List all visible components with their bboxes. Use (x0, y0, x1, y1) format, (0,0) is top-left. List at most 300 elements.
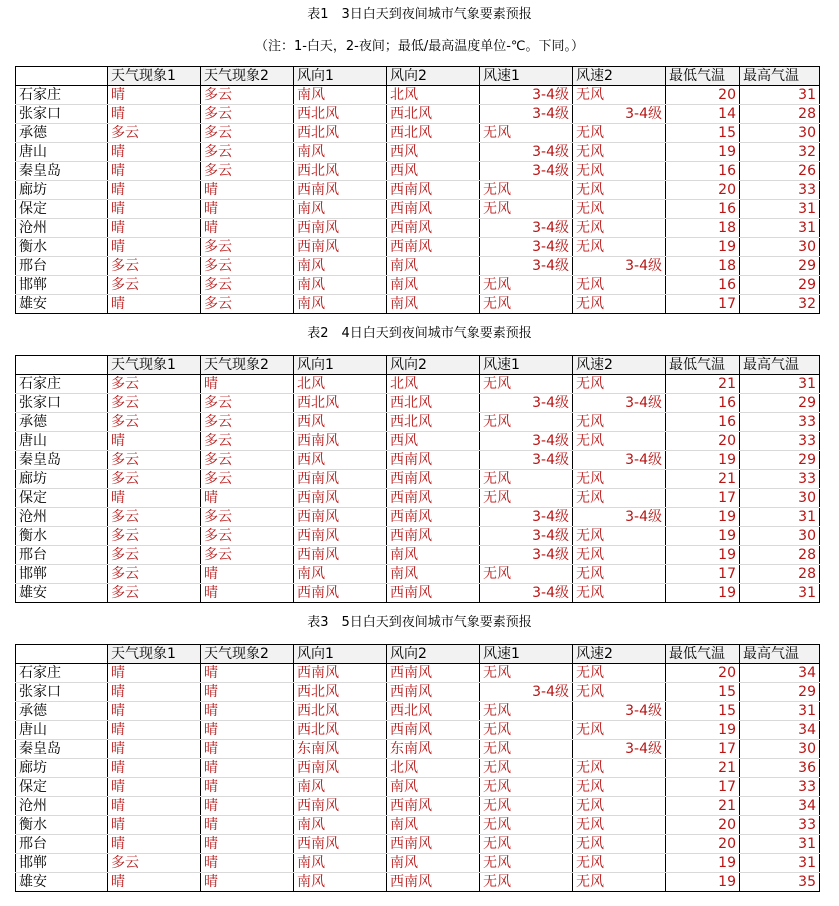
cell-wind-dir-day: 西北风 (294, 124, 387, 143)
cell-temp-min: 20 (666, 86, 740, 105)
cell-weather-night: 多云 (201, 105, 294, 124)
cell-city: 保定 (16, 200, 108, 219)
table-row (16, 124, 820, 143)
cell-temp-min: 19 (666, 721, 740, 740)
table-row (16, 721, 820, 740)
cell-weather-night: 多云 (201, 432, 294, 451)
cell-wind-dir-night: 南风 (387, 778, 480, 797)
cell-wind-dir-night: 北风 (387, 375, 480, 394)
cell-temp-max: 31 (740, 702, 820, 721)
cell-city: 石家庄 (16, 375, 108, 394)
cell-temp-max: 30 (740, 527, 820, 546)
cell-temp-min: 20 (666, 432, 740, 451)
cell-temp-min: 19 (666, 584, 740, 603)
table-row (16, 546, 820, 565)
cell-wind-speed-night: 无风 (573, 238, 666, 257)
cell-temp-min: 20 (666, 816, 740, 835)
cell-wind-dir-day: 西北风 (294, 105, 387, 124)
cell-weather-day: 晴 (108, 740, 201, 759)
column-header-wind-dir-day: 风向1 (294, 645, 387, 664)
table2-title: 表2 4日白天到夜间城市气象要素预报 (307, 326, 532, 341)
table-row (16, 664, 820, 683)
cell-wind-dir-day: 西北风 (294, 394, 387, 413)
cell-weather-night: 多云 (201, 162, 294, 181)
cell-wind-speed-night: 无风 (573, 854, 666, 873)
cell-wind-speed-night: 无风 (573, 565, 666, 584)
cell-temp-max: 29 (740, 683, 820, 702)
cell-wind-dir-day: 西北风 (294, 721, 387, 740)
cell-temp-min: 17 (666, 489, 740, 508)
cell-temp-min: 21 (666, 470, 740, 489)
cell-wind-speed-day: 无风 (480, 854, 573, 873)
cell-wind-speed-day: 无风 (480, 778, 573, 797)
cell-weather-night: 多云 (201, 124, 294, 143)
cell-wind-speed-day: 无风 (480, 797, 573, 816)
cell-weather-day: 多云 (108, 124, 201, 143)
cell-wind-speed-day: 3-4级 (480, 219, 573, 238)
cell-temp-max: 29 (740, 451, 820, 470)
cell-wind-dir-day: 西南风 (294, 584, 387, 603)
column-header-wind-dir-night: 风向2 (387, 67, 480, 86)
cell-temp-min: 19 (666, 546, 740, 565)
cell-temp-min: 14 (666, 105, 740, 124)
cell-temp-max: 33 (740, 816, 820, 835)
cell-city: 廊坊 (16, 181, 108, 200)
header-row (16, 67, 820, 86)
cell-weather-day: 晴 (108, 86, 201, 105)
cell-temp-min: 18 (666, 219, 740, 238)
cell-city: 邯郸 (16, 276, 108, 295)
cell-temp-max: 36 (740, 759, 820, 778)
cell-wind-dir-night: 南风 (387, 257, 480, 276)
cell-city: 雄安 (16, 584, 108, 603)
cell-temp-min: 19 (666, 527, 740, 546)
cell-temp-max: 32 (740, 143, 820, 162)
column-header-weather-night: 天气现象2 (201, 356, 294, 375)
cell-wind-speed-day: 无风 (480, 124, 573, 143)
column-header-city (16, 645, 108, 664)
cell-wind-speed-night: 无风 (573, 375, 666, 394)
cell-city: 唐山 (16, 721, 108, 740)
cell-wind-speed-night: 3-4级 (573, 451, 666, 470)
table-row (16, 584, 820, 603)
cell-wind-dir-night: 西南风 (387, 584, 480, 603)
cell-weather-day: 晴 (108, 219, 201, 238)
column-header-weather-day: 天气现象1 (108, 356, 201, 375)
cell-wind-speed-day: 3-4级 (480, 546, 573, 565)
cell-wind-speed-night: 无风 (573, 584, 666, 603)
cell-wind-speed-day: 3-4级 (480, 584, 573, 603)
table-row (16, 527, 820, 546)
cell-wind-dir-day: 南风 (294, 200, 387, 219)
cell-weather-night: 多云 (201, 276, 294, 295)
cell-weather-day: 晴 (108, 759, 201, 778)
cell-wind-speed-day: 无风 (480, 816, 573, 835)
cell-wind-dir-day: 东南风 (294, 740, 387, 759)
cell-temp-max: 31 (740, 200, 820, 219)
table-note: （注：1-白天，2-夜间；最低/最高温度单位-℃。下同。） (254, 39, 585, 54)
cell-temp-min: 17 (666, 740, 740, 759)
cell-temp-min: 19 (666, 873, 740, 892)
cell-wind-speed-night: 无风 (573, 489, 666, 508)
cell-weather-night: 多云 (201, 470, 294, 489)
cell-temp-min: 17 (666, 778, 740, 797)
cell-weather-day: 晴 (108, 181, 201, 200)
cell-wind-speed-night: 无风 (573, 759, 666, 778)
cell-wind-dir-day: 西南风 (294, 219, 387, 238)
cell-weather-night: 晴 (201, 489, 294, 508)
table-row (16, 451, 820, 470)
table-row (16, 413, 820, 432)
cell-wind-speed-night: 无风 (573, 721, 666, 740)
cell-wind-speed-night: 无风 (573, 295, 666, 314)
cell-city: 张家口 (16, 105, 108, 124)
table-row (16, 200, 820, 219)
cell-wind-speed-night: 无风 (573, 797, 666, 816)
cell-wind-speed-night: 无风 (573, 124, 666, 143)
cell-temp-max: 31 (740, 219, 820, 238)
cell-wind-dir-night: 西南风 (387, 219, 480, 238)
cell-wind-dir-night: 西南风 (387, 508, 480, 527)
cell-temp-max: 33 (740, 181, 820, 200)
cell-wind-speed-day: 无风 (480, 200, 573, 219)
cell-temp-min: 16 (666, 200, 740, 219)
cell-weather-night: 多云 (201, 413, 294, 432)
cell-wind-speed-day: 无风 (480, 181, 573, 200)
column-header-wind-speed-day: 风速1 (480, 645, 573, 664)
cell-weather-night: 多云 (201, 143, 294, 162)
cell-weather-night: 晴 (201, 664, 294, 683)
table-row (16, 394, 820, 413)
cell-wind-speed-night: 无风 (573, 181, 666, 200)
cell-wind-speed-day: 无风 (480, 375, 573, 394)
cell-wind-speed-day: 无风 (480, 470, 573, 489)
cell-temp-min: 20 (666, 664, 740, 683)
cell-weather-day: 多云 (108, 394, 201, 413)
cell-wind-dir-day: 西北风 (294, 702, 387, 721)
cell-wind-dir-day: 西风 (294, 413, 387, 432)
cell-temp-max: 33 (740, 432, 820, 451)
cell-wind-dir-day: 西南风 (294, 527, 387, 546)
table-row (16, 797, 820, 816)
cell-weather-day: 多云 (108, 508, 201, 527)
cell-temp-min: 16 (666, 394, 740, 413)
cell-wind-dir-night: 西南风 (387, 664, 480, 683)
cell-city: 邯郸 (16, 854, 108, 873)
cell-temp-max: 30 (740, 238, 820, 257)
cell-city: 邢台 (16, 546, 108, 565)
cell-city: 廊坊 (16, 759, 108, 778)
header-row (16, 645, 820, 664)
cell-weather-night: 晴 (201, 219, 294, 238)
cell-wind-dir-night: 西北风 (387, 394, 480, 413)
cell-city: 张家口 (16, 394, 108, 413)
cell-weather-day: 多云 (108, 565, 201, 584)
column-header-wind-dir-day: 风向1 (294, 67, 387, 86)
table-row (16, 470, 820, 489)
cell-weather-day: 晴 (108, 162, 201, 181)
cell-wind-speed-night: 无风 (573, 873, 666, 892)
cell-wind-dir-night: 南风 (387, 816, 480, 835)
cell-temp-max: 28 (740, 546, 820, 565)
cell-weather-night: 晴 (201, 181, 294, 200)
cell-wind-speed-night: 3-4级 (573, 508, 666, 527)
cell-wind-dir-night: 西北风 (387, 702, 480, 721)
cell-temp-min: 19 (666, 854, 740, 873)
cell-wind-dir-day: 西风 (294, 451, 387, 470)
cell-temp-min: 17 (666, 295, 740, 314)
cell-wind-speed-night: 无风 (573, 200, 666, 219)
cell-wind-dir-night: 西南风 (387, 797, 480, 816)
cell-weather-night: 晴 (201, 200, 294, 219)
cell-wind-dir-night: 西风 (387, 432, 480, 451)
cell-wind-speed-night: 3-4级 (573, 702, 666, 721)
table-row (16, 143, 820, 162)
cell-wind-dir-day: 北风 (294, 375, 387, 394)
cell-weather-night: 晴 (201, 835, 294, 854)
cell-temp-min: 16 (666, 276, 740, 295)
column-header-temp-min: 最低气温 (666, 645, 740, 664)
cell-temp-max: 30 (740, 489, 820, 508)
cell-wind-speed-day: 无风 (480, 721, 573, 740)
cell-wind-speed-night: 无风 (573, 162, 666, 181)
cell-weather-day: 多云 (108, 375, 201, 394)
cell-weather-day: 晴 (108, 238, 201, 257)
cell-wind-dir-day: 西南风 (294, 181, 387, 200)
cell-temp-max: 34 (740, 797, 820, 816)
cell-wind-dir-day: 南风 (294, 276, 387, 295)
forecast-table-1 (15, 66, 820, 314)
cell-wind-dir-night: 东南风 (387, 740, 480, 759)
cell-city: 张家口 (16, 683, 108, 702)
cell-wind-speed-day: 无风 (480, 295, 573, 314)
cell-temp-min: 20 (666, 181, 740, 200)
table-row (16, 740, 820, 759)
cell-temp-min: 15 (666, 124, 740, 143)
cell-weather-day: 晴 (108, 105, 201, 124)
table-row (16, 432, 820, 451)
column-header-wind-speed-day: 风速1 (480, 356, 573, 375)
cell-weather-day: 晴 (108, 816, 201, 835)
cell-temp-min: 19 (666, 508, 740, 527)
cell-temp-min: 18 (666, 257, 740, 276)
cell-weather-day: 晴 (108, 778, 201, 797)
cell-wind-speed-day: 3-4级 (480, 508, 573, 527)
cell-wind-speed-day: 3-4级 (480, 162, 573, 181)
cell-wind-speed-night: 无风 (573, 86, 666, 105)
cell-temp-max: 28 (740, 565, 820, 584)
cell-weather-day: 晴 (108, 200, 201, 219)
cell-weather-night: 多云 (201, 546, 294, 565)
cell-weather-night: 多云 (201, 238, 294, 257)
cell-temp-min: 16 (666, 413, 740, 432)
cell-wind-dir-night: 西南风 (387, 721, 480, 740)
cell-city: 秦皇岛 (16, 740, 108, 759)
cell-wind-speed-day: 无风 (480, 759, 573, 778)
cell-temp-max: 34 (740, 664, 820, 683)
column-header-weather-day: 天气现象1 (108, 645, 201, 664)
table-row (16, 86, 820, 105)
table1-title: 表1 3日白天到夜间城市气象要素预报 (307, 7, 532, 22)
cell-wind-dir-day: 西南风 (294, 238, 387, 257)
cell-wind-dir-day: 西南风 (294, 759, 387, 778)
cell-wind-dir-day: 南风 (294, 565, 387, 584)
forecast-table-3 (15, 644, 820, 892)
cell-temp-max: 26 (740, 162, 820, 181)
cell-wind-speed-night: 无风 (573, 470, 666, 489)
cell-city: 承德 (16, 413, 108, 432)
cell-temp-min: 16 (666, 162, 740, 181)
cell-wind-dir-night: 南风 (387, 854, 480, 873)
cell-city: 保定 (16, 489, 108, 508)
cell-wind-speed-night: 无风 (573, 778, 666, 797)
cell-wind-speed-day: 3-4级 (480, 527, 573, 546)
cell-weather-night: 多云 (201, 451, 294, 470)
cell-temp-min: 19 (666, 143, 740, 162)
cell-temp-min: 20 (666, 835, 740, 854)
cell-wind-speed-day: 3-4级 (480, 86, 573, 105)
cell-weather-day: 多云 (108, 854, 201, 873)
cell-temp-max: 28 (740, 105, 820, 124)
table-row (16, 295, 820, 314)
column-header-wind-dir-night: 风向2 (387, 645, 480, 664)
cell-weather-night: 晴 (201, 816, 294, 835)
cell-temp-min: 15 (666, 683, 740, 702)
column-header-wind-speed-night: 风速2 (573, 67, 666, 86)
column-header-temp-max: 最高气温 (740, 645, 820, 664)
cell-wind-speed-day: 无风 (480, 276, 573, 295)
table-row (16, 219, 820, 238)
cell-wind-dir-night: 西南风 (387, 451, 480, 470)
cell-city: 承德 (16, 124, 108, 143)
cell-wind-dir-day: 西南风 (294, 470, 387, 489)
cell-weather-night: 晴 (201, 721, 294, 740)
cell-wind-speed-night: 3-4级 (573, 740, 666, 759)
cell-wind-speed-night: 无风 (573, 546, 666, 565)
cell-weather-night: 晴 (201, 584, 294, 603)
table-row (16, 873, 820, 892)
cell-wind-dir-night: 西南风 (387, 200, 480, 219)
column-header-weather-day: 天气现象1 (108, 67, 201, 86)
cell-wind-dir-day: 南风 (294, 816, 387, 835)
cell-wind-dir-night: 北风 (387, 86, 480, 105)
table-row (16, 238, 820, 257)
cell-wind-dir-night: 西南风 (387, 489, 480, 508)
cell-weather-day: 晴 (108, 432, 201, 451)
cell-temp-max: 33 (740, 413, 820, 432)
cell-temp-min: 17 (666, 565, 740, 584)
cell-weather-day: 晴 (108, 721, 201, 740)
cell-wind-speed-day: 无风 (480, 565, 573, 584)
cell-wind-speed-day: 3-4级 (480, 257, 573, 276)
cell-city: 邯郸 (16, 565, 108, 584)
cell-wind-speed-night: 无风 (573, 276, 666, 295)
cell-city: 衡水 (16, 816, 108, 835)
cell-weather-day: 晴 (108, 683, 201, 702)
table-row (16, 162, 820, 181)
cell-wind-dir-day: 西南风 (294, 664, 387, 683)
cell-wind-dir-day: 西北风 (294, 162, 387, 181)
cell-city: 秦皇岛 (16, 162, 108, 181)
cell-wind-dir-night: 西北风 (387, 413, 480, 432)
cell-wind-dir-day: 南风 (294, 778, 387, 797)
table-row (16, 489, 820, 508)
cell-wind-dir-night: 西北风 (387, 124, 480, 143)
cell-temp-max: 31 (740, 854, 820, 873)
cell-temp-max: 30 (740, 740, 820, 759)
cell-city: 邢台 (16, 835, 108, 854)
cell-temp-max: 35 (740, 873, 820, 892)
cell-city: 雄安 (16, 295, 108, 314)
cell-weather-day: 晴 (108, 143, 201, 162)
table3-title: 表3 5日白天到夜间城市气象要素预报 (307, 615, 532, 630)
cell-wind-dir-day: 西南风 (294, 489, 387, 508)
cell-temp-max: 29 (740, 394, 820, 413)
cell-weather-day: 多云 (108, 546, 201, 565)
cell-temp-max: 33 (740, 778, 820, 797)
cell-wind-dir-night: 南风 (387, 295, 480, 314)
column-header-temp-min: 最低气温 (666, 356, 740, 375)
cell-wind-speed-night: 3-4级 (573, 105, 666, 124)
cell-wind-speed-day: 3-4级 (480, 394, 573, 413)
cell-wind-dir-night: 南风 (387, 565, 480, 584)
cell-weather-day: 多云 (108, 527, 201, 546)
cell-temp-max: 31 (740, 584, 820, 603)
cell-temp-max: 31 (740, 508, 820, 527)
cell-wind-speed-night: 无风 (573, 219, 666, 238)
cell-weather-day: 多云 (108, 257, 201, 276)
cell-weather-night: 晴 (201, 797, 294, 816)
cell-temp-min: 21 (666, 375, 740, 394)
cell-wind-speed-day: 3-4级 (480, 143, 573, 162)
cell-city: 沧州 (16, 508, 108, 527)
cell-temp-min: 21 (666, 759, 740, 778)
cell-temp-max: 31 (740, 86, 820, 105)
cell-city: 石家庄 (16, 664, 108, 683)
cell-wind-speed-night: 无风 (573, 413, 666, 432)
cell-city: 保定 (16, 778, 108, 797)
cell-temp-min: 15 (666, 702, 740, 721)
table-row (16, 276, 820, 295)
column-header-wind-dir-night: 风向2 (387, 356, 480, 375)
cell-wind-speed-day: 3-4级 (480, 683, 573, 702)
cell-wind-dir-day: 西南风 (294, 508, 387, 527)
cell-wind-dir-day: 南风 (294, 143, 387, 162)
cell-wind-speed-night: 无风 (573, 816, 666, 835)
cell-wind-dir-day: 南风 (294, 86, 387, 105)
cell-city: 廊坊 (16, 470, 108, 489)
table-row (16, 105, 820, 124)
cell-weather-day: 晴 (108, 702, 201, 721)
cell-weather-day: 晴 (108, 797, 201, 816)
column-header-wind-speed-night: 风速2 (573, 356, 666, 375)
cell-temp-max: 30 (740, 124, 820, 143)
cell-wind-dir-day: 西南风 (294, 546, 387, 565)
cell-weather-night: 多云 (201, 257, 294, 276)
cell-wind-speed-night: 无风 (573, 683, 666, 702)
cell-temp-max: 29 (740, 257, 820, 276)
cell-weather-day: 多云 (108, 413, 201, 432)
cell-wind-dir-day: 南风 (294, 295, 387, 314)
column-header-wind-speed-night: 风速2 (573, 645, 666, 664)
table-row (16, 181, 820, 200)
cell-weather-night: 晴 (201, 375, 294, 394)
cell-wind-dir-night: 西北风 (387, 105, 480, 124)
cell-wind-dir-day: 南风 (294, 257, 387, 276)
cell-city: 石家庄 (16, 86, 108, 105)
cell-weather-night: 多云 (201, 86, 294, 105)
cell-wind-speed-day: 无风 (480, 740, 573, 759)
